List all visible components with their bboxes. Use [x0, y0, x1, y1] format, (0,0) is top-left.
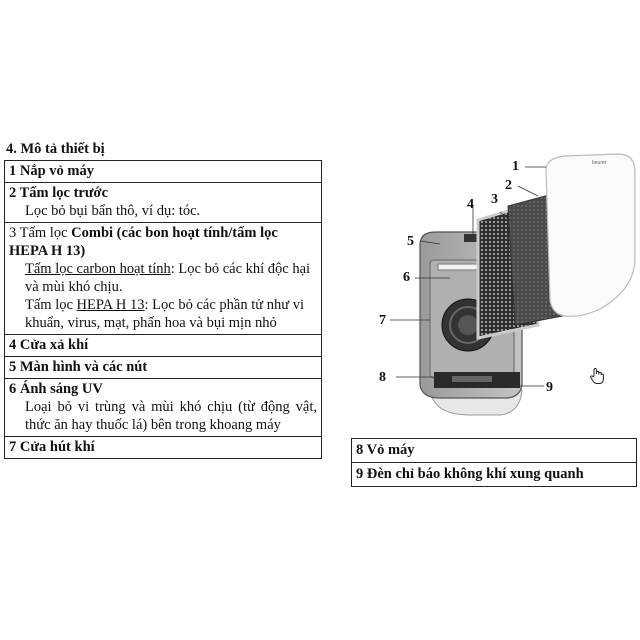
hepa-filter-label: HEPA H 13: [76, 297, 145, 313]
part-1: 1 Nắp vỏ máy: [5, 161, 322, 183]
air-purifier-exploded-view: [360, 140, 640, 440]
callout-2: 2: [505, 178, 512, 193]
callout-7: 7: [379, 313, 386, 328]
callout-9: 9: [546, 380, 553, 395]
part-9: 9 Đèn chỉ báo không khí xung quanh: [352, 463, 637, 487]
callout-3: 3: [491, 192, 498, 207]
section-title: 4. Mô tả thiết bị: [6, 141, 105, 157]
hand-cursor-icon: [589, 367, 605, 390]
parts-table: [4, 160, 322, 459]
part-3: 3 Tấm lọc Combi (các bon hoạt tính/tấm lọc HEPA H 13) Tấm lọc carbon hoạt tính: Lọc bỏ các khí độc hại và mùi khó chịu. Tấm lọc HEPA H 13: Lọc bỏ các phần tử như vi khuẩn, virus, mạt, phấn hoa và bụi mịn nhỏ: [5, 223, 322, 335]
callout-5: 5: [407, 234, 414, 249]
carbon-filter-label: Tấm lọc carbon hoạt tính: [25, 261, 171, 277]
callout-1: 1: [512, 159, 519, 174]
device-diagram: [360, 140, 640, 440]
part-7: 7 Cửa hút khí: [5, 437, 322, 459]
callout-8: 8: [379, 370, 386, 385]
callout-6: 6: [403, 270, 410, 285]
brand-logo: beurer: [592, 160, 607, 166]
part-4: 4 Cửa xả khí: [5, 335, 322, 357]
part-6: 6 Ánh sáng UV Loại bỏ vi trùng và mùi khó chịu (từ động vật, thức ăn hay thuốc lá) bên trong khoang máy: [5, 379, 322, 437]
right-parts-table: [351, 438, 637, 487]
front-cover: [546, 154, 635, 316]
part-2: 2 Tấm lọc trước Lọc bỏ bụi bẩn thô, ví dụ: tóc.: [5, 183, 322, 223]
part-8: 8 Vỏ máy: [352, 439, 637, 463]
part-5: 5 Màn hình và các nút: [5, 357, 322, 379]
callout-4: 4: [467, 197, 474, 212]
